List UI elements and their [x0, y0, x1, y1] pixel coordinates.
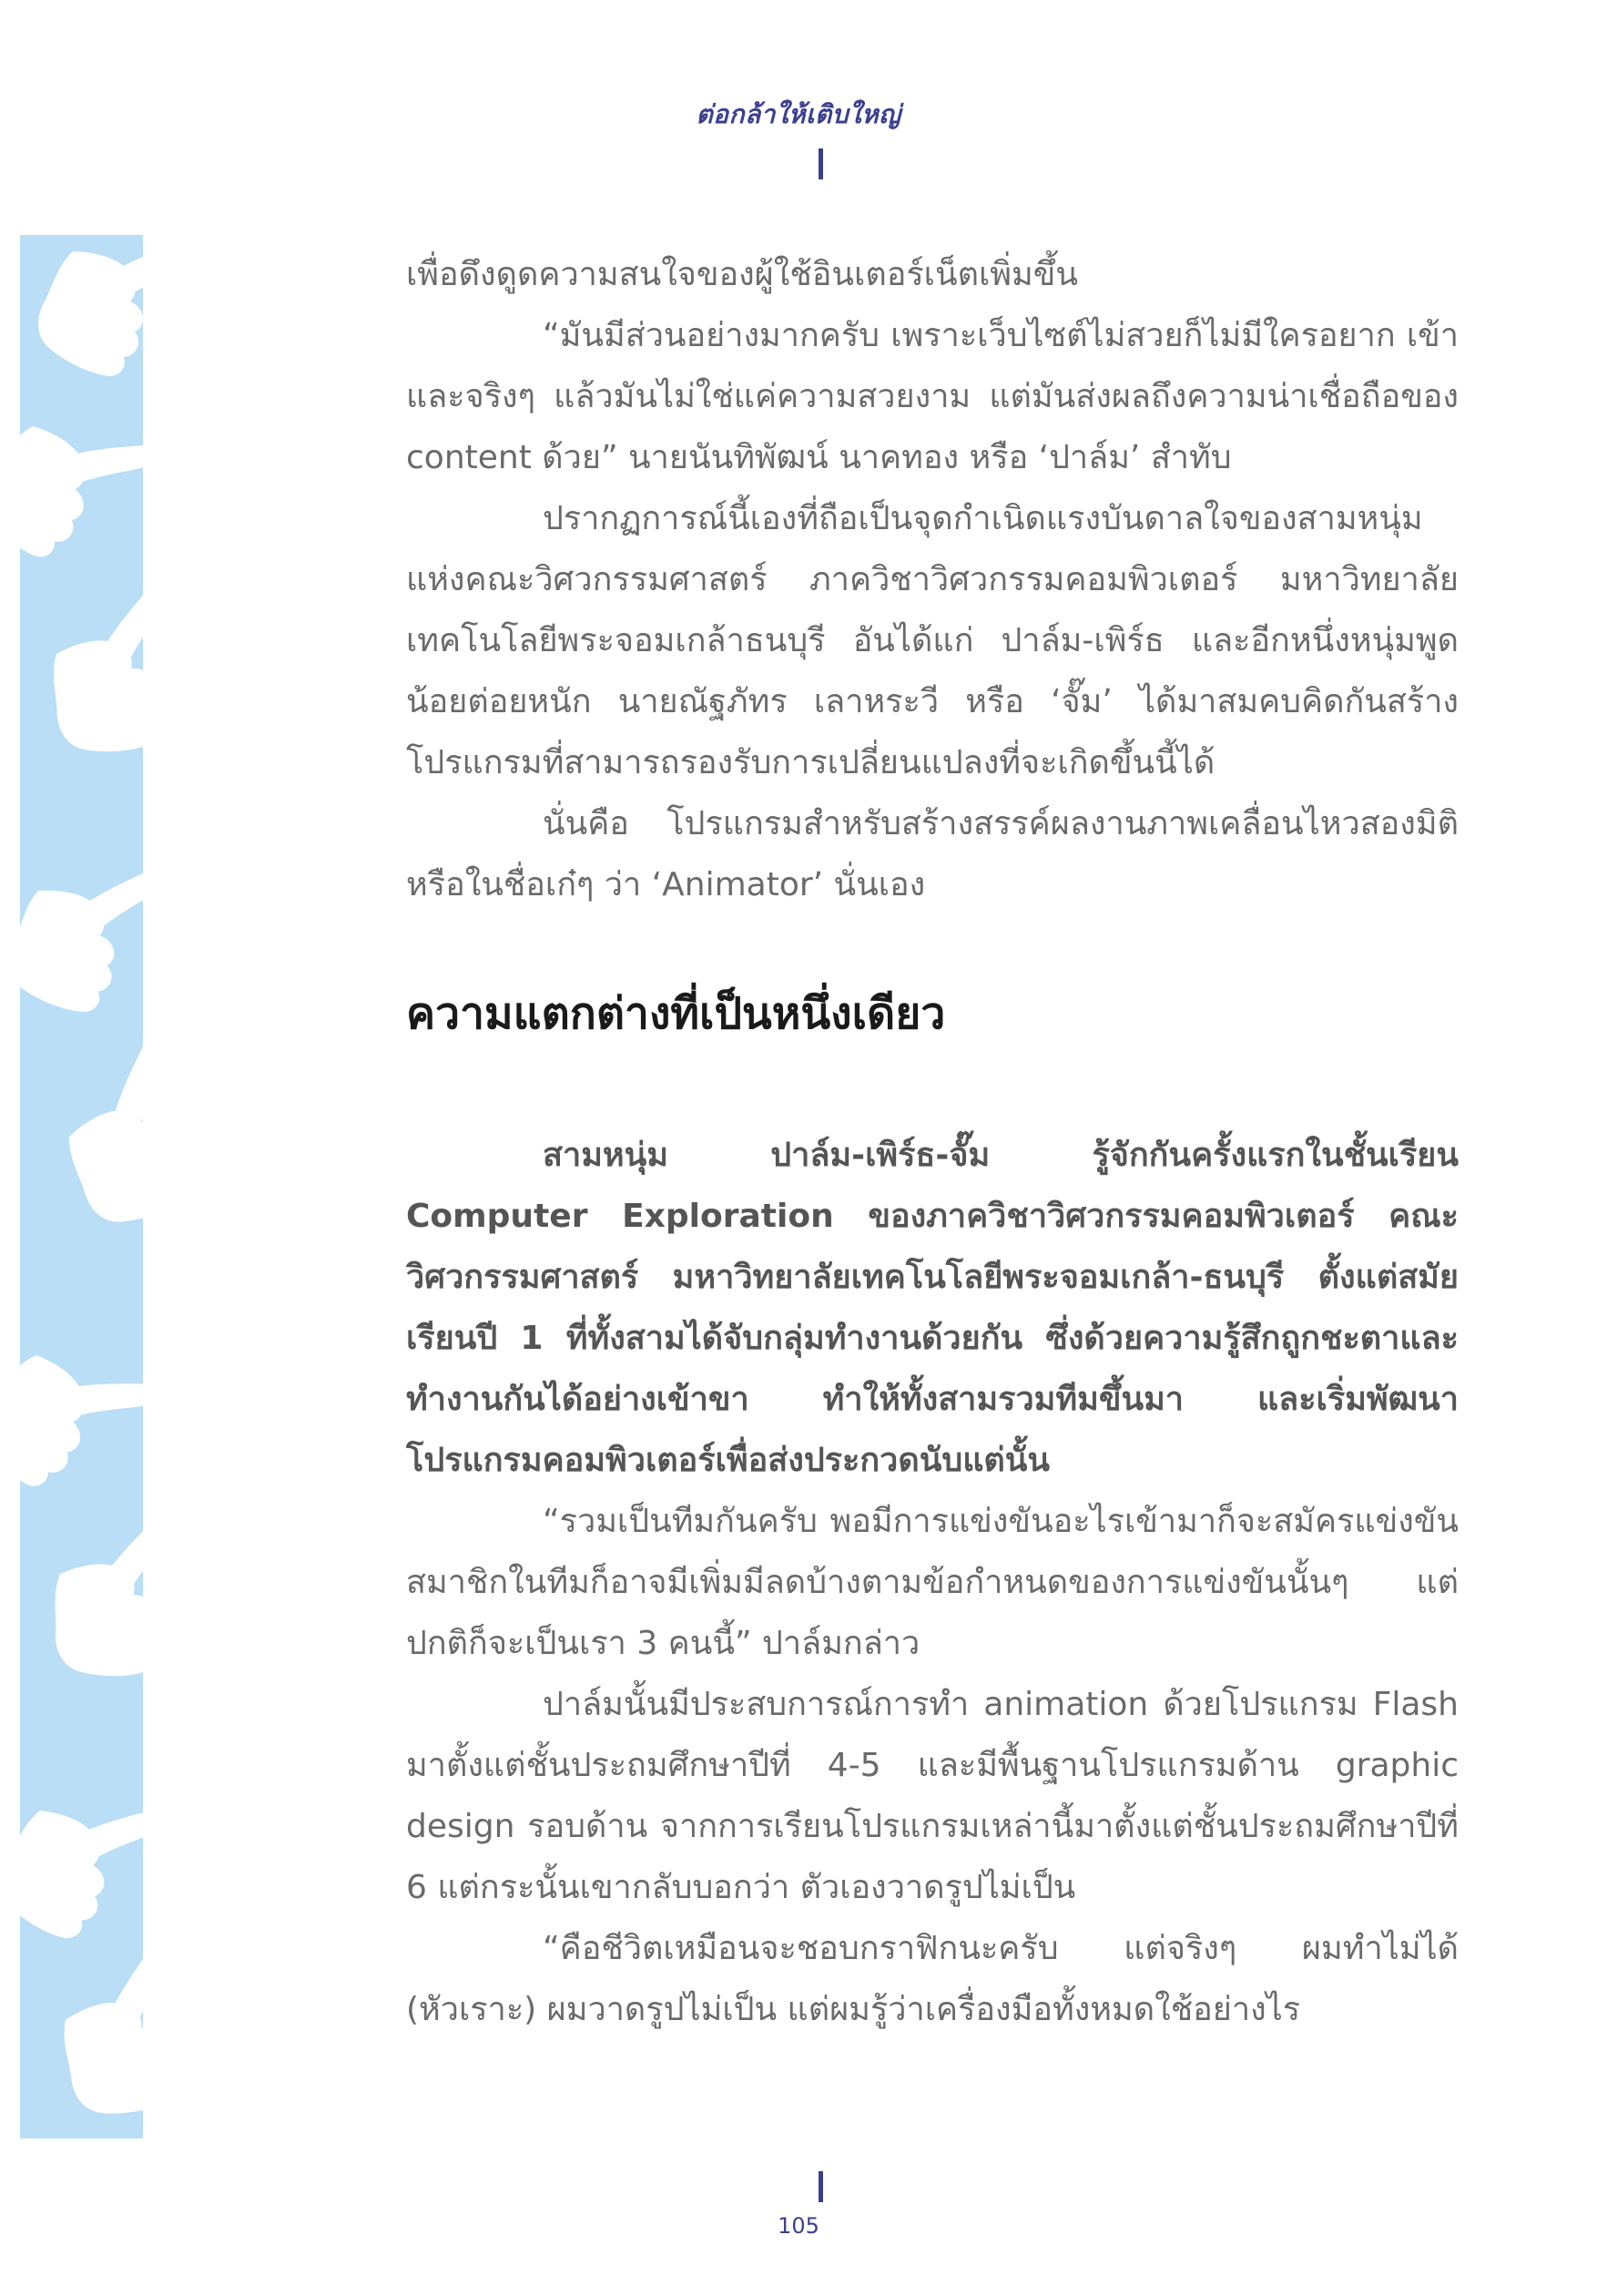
body-paragraph: “คือชีวิตเหมือนจะชอบกราฟิกนะครับ แต่จริงๆ ผมทำไม่ได้ (หัวเราะ) ผมวาดรูปไม่เป็น แต่ผมรู้ว่าเครื่องมือทั้งหมดใช้อย่างไร — [406, 1930, 1459, 2028]
page-number: 105 — [778, 2213, 819, 2239]
body-paragraph: เพื่อดึงดูดความสนใจของผู้ใช้อินเตอร์เน็ตเพิ่มขึ้น — [406, 256, 1078, 293]
body-paragraph: “รวมเป็นทีมกันครับ พอมีการแข่งขันอะไรเข้ามาก็จะสมัครแข่งขัน สมาชิกในทีมก็อาจมีเพิ่มมีลดบ้างตามข้อกำหนดของการแข่งขันนั้นๆ แต่ปกติก็จะเป็นเรา 3 คนนี้” ปาล์มกล่าว — [406, 1503, 1459, 1662]
footer-divider — [819, 2171, 823, 2202]
section-heading: ความแตกต่างที่เป็นหนึ่งเดียว — [406, 988, 946, 1039]
article-body — [406, 244, 1459, 2040]
body-paragraph: “มันมีส่วนอย่างมากครับ เพราะเว็บไซต์ไม่สวยก็ไม่มีใครอยาก เข้า และจริงๆ แล้วมันไม่ใช่แค่ความสวยงาม แต่มันส่งผลถึงความน่าเชื่อถือของ content ด้วย” นายนันทิพัฒน์ นาคทอง หรือ ‘ปาล์ม’ สำทับ — [406, 317, 1459, 476]
pointing-hand-icon — [20, 235, 143, 2138]
body-paragraph: ปาล์มนั้นมีประสบการณ์การทำ animation ด้วยโปรแกรม Flash มาตั้งแต่ชั้นประถมศึกษาปีที่ 4-5 และมีพื้นฐานโปรแกรมด้าน graphic design รอบด้าน จากการเรียนโปรแกรมเหล่านี้มาตั้งแต่ชั้นประถมศึกษาปีที่ 6 แต่กระนั้นเขากลับบอกว่า ตัวเองวาดรูปไม่เป็น — [406, 1686, 1459, 1906]
decorative-side-strip — [20, 235, 143, 2138]
lead-paragraph: สามหนุ่ม ปาล์ม-เพิร์ธ-จั๊ม รู้จักกันครั้งแรกในชั้นเรียน Computer Exploration ของภาควิชาวิศวกรรมคอมพิวเตอร์ คณะวิศวกรรมศาสตร์ มหาวิทยาลัยเทคโนโลยีพระจอมเกล้า-ธนบุรี ตั้งแต่สมัยเรียนปี 1 ที่ทั้งสามได้จับกลุ่มทำงานด้วยกัน ซึ่งด้วยความรู้สึกถูกชะตาและทำงานกันได้อย่างเข้าขา ทำให้ทั้งสามรวมทีมขึ้นมา และเริ่มพัฒนาโปรแกรมคอมพิวเตอร์เพื่อส่งประกวดนับแต่นั้น — [406, 1137, 1459, 1479]
header-divider — [819, 148, 823, 179]
body-paragraph: ปรากฏการณ์นี้เองที่ถือเป็นจุดกำเนิดแรงบันดาลใจของสามหนุ่มแห่งคณะวิศวกรรมศาสตร์ ภาควิชาวิศวกรรมคอมพิวเตอร์ มหาวิทยาลัยเทคโนโลยีพระจอมเกล้าธนบุรี อันได้แก่ ปาล์ม-เพิร์ธ และอีกหนึ่งหนุ่มพูดน้อยต่อยหนัก นายณัฐภัทร เลาหระวี หรือ ‘จั๊ม’ ได้มาสมคบคิดกันสร้างโปรแกรมที่สามารถรองรับการเปลี่ยนแปลงที่จะเกิดขึ้นนี้ได้ — [406, 500, 1459, 781]
body-paragraph: นั่นคือ โปรแกรมสำหรับสร้างสรรค์ผลงานภาพเคลื่อนไหวสองมิติ หรือในชื่อเก๋ๆ ว่า ‘Animator’ นั่นเอง — [406, 805, 1459, 903]
running-header-title: ต่อกล้าให้เติบใหญ่ — [696, 99, 901, 129]
